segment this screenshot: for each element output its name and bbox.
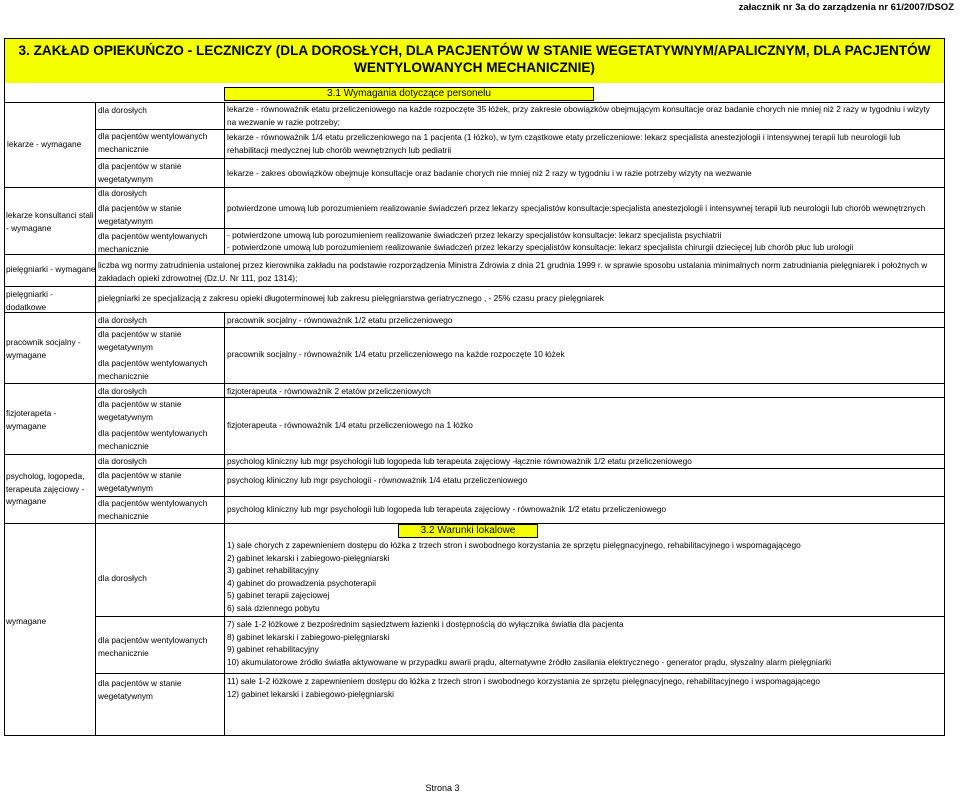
list-item: 9) gabinet rehabilitacyjny [227, 644, 319, 654]
label-physio-required: fizjoterapeta - wymagane [6, 408, 57, 431]
group-adults: dla dorosłych [98, 386, 147, 396]
grid-line [224, 102, 225, 254]
group-vegetative: dla pacjentów w stanie wegetatywnym [98, 470, 182, 493]
section-heading-premises: 3.2 Warunki lokalowe [398, 524, 538, 538]
group-adults: dla dorosłych [98, 188, 147, 198]
requirement-consultants-ventilated-1: - potwierdzone umową lub porozumieniem realizowanie świadczeń przez lekarzy specjalistów konsultacje: lekarz specjalista psychiatrii [227, 230, 722, 240]
requirement-nurses: liczba wg normy zatrudnienia ustalonej przez kierownika zakładu na podstawie rozporządzenia Ministra Zdrowia z dnia 21 grudnia 1999 r. w sprawie sposobu ustalania minimalnych norm zatrudniania pielęgniarek i położnych w zakładach opieki zdrowotnej (Dz.U. Nr 111, poz 1314); [98, 260, 928, 283]
grid-line [95, 496, 944, 497]
requirement-social-worker-adults: pracownik socjalny - równoważnik 1/2 etatu przeliczeniowego [227, 315, 453, 325]
document-title: 3. ZAKŁAD OPIEKUŃCZO - LECZNICZY (DLA DOROSŁYCH, DLA PACJENTÓW W STANIE WEGETATYWNYM/APALICZNYM, DLA PACJENTÓW WENTYLOWANYCH MECHANICZNIE) [5, 39, 944, 83]
requirement-physio-vegetative: fizjoterapeuta - równoważnik 1/4 etatu przeliczeniowego na 1 łóżko [227, 420, 473, 430]
requirement-physio-adults: fizjoterapeuta - równoważnik 2 etatów przeliczeniowych [227, 386, 431, 396]
group-ventilated: dla pacjentów wentylowanych mechanicznie [98, 498, 208, 521]
list-item: 2) gabinet lekarski i zabiegowo-pielęgniarski [227, 552, 390, 563]
group-vegetative: dla pacjentów w stanie wegetatywnym [98, 329, 182, 352]
list-item: 5) gabinet terapii zajęciowej [227, 590, 330, 600]
list-item: 8) gabinet lekarski i zabiegowo-pielęgniarski [227, 631, 390, 642]
grid-line [95, 129, 944, 130]
list-item: 12) gabinet lekarski i zabiegowo-pielęgniarski [227, 688, 394, 699]
grid-line [95, 102, 96, 736]
group-vegetative: dla pacjentów w stanie wegetatywnym [98, 399, 182, 422]
page-number: Strona 3 [425, 783, 460, 793]
grid-line [95, 673, 944, 674]
group-adults: dla dorosłych [98, 456, 147, 466]
list-item: 7) sale 1-2 łóżkowe z bezpośrednim sąsiedztwem łazienki i dostępnością do wyłącznika światła dla pacjenta [227, 619, 624, 629]
label-nurses-required: pielęgniarki - wymagane [6, 264, 96, 274]
requirement-psychologist-vegetative: psycholog kliniczny lub mgr psychologii - równoważnik 1/4 etatu przeliczeniowego [227, 475, 528, 485]
list-item: 4) gabinet do prowadzenia psychoterapii [227, 577, 376, 588]
requirement-psychologist-adults: psycholog kliniczny lub mgr psychologii lub logopeda lub terapeuta zajęciowy -łącznie równoważnik 1/2 etatu przeliczeniowego [227, 456, 692, 466]
group-ventilated: dla pacjentów wentylowanych mechanicznie [98, 635, 208, 658]
requirement-nurses-additional: pielęgniarki ze specjalizacją z zakresu opieki długoterminowej lub zakresu pielęgniarstwa geriatrycznego , - 25% czasu pracy pielęgniarek [98, 293, 604, 303]
grid-line [95, 158, 944, 159]
list-item: 3) gabinet rehabilitacyjny [227, 565, 319, 575]
grid-line [95, 327, 944, 328]
document-reference: załacznik nr 3a do zarządzenia nr 61/2007/DSOZ [738, 2, 954, 13]
group-adults: dla dorosłych [98, 105, 147, 115]
grid-line [5, 383, 944, 384]
list-item: 1) sale chorych z zapewnieniem dostępu do łóżka z trzech stron i swobodnego korzystania ze sprzętu pielęgnacyjnego, rehabilitacyjnego i wspomagającego [227, 540, 801, 550]
grid-line [95, 397, 944, 398]
grid-line [95, 616, 944, 617]
label-psychologist-required: psycholog, logopeda, terapeuta zajęciowy - wymagane [6, 471, 85, 506]
group-adults: dla dorosłych [98, 573, 147, 583]
label-consultants-required: lekarze konsultanci stali - wymagane [6, 210, 94, 233]
group-vegetative: dla pacjentów w stanie wegetatywnym [98, 161, 182, 184]
group-ventilated: dla pacjentów wentylowanych mechanicznie [98, 358, 208, 381]
requirement-psychologist-ventilated: psycholog kliniczny lub mgr psychologii lub logopeda lub terapeuta zajęciowy - równoważnik 1/2 etatu przeliczeniowego [227, 504, 667, 514]
list-item: 11) sale 1-2 łóżkowe z zapewnieniem dostępu do łóżka z trzech stron i swobodnego korzystania ze sprzętu pielęgnacyjnego, rehabilitacyjnego i wspomagającego [227, 676, 820, 686]
group-vegetative: dla pacjentów w stanie wegetatywnym [98, 678, 182, 701]
grid-line [5, 454, 944, 455]
requirement-consultants-adults-vegetative: potwierdzone umową lub porozumieniem realizowanie świadczeń przez lekarzy specjalistów konsultacje:specjalista anestezjologii i intensywnej terapii lub neurologii lub chorób wewnętrznych [227, 203, 926, 213]
group-ventilated: dla pacjentów wentylowanych mechanicznie [98, 131, 208, 154]
grid-line [95, 228, 944, 229]
group-adults: dla dorosłych [98, 315, 147, 325]
label-nurses-additional: pielęgniarki - dodatkowe [6, 289, 54, 312]
requirement-doctors-vegetative: lekarze - zakres obowiązków obejmuje konsultacje oraz badanie chorych nie mniej niż 2 razy w tygodniu i w razie potrzeby wizyty na wezwanie [227, 168, 752, 178]
requirement-doctors-ventilated: lekarze - równoważnik 1/4 etatu przeliczeniowego na 1 pacjenta (1 łóżko), w tym cząstkowe etaty przeliczeniowe: lekarz specjalista anestezjologii i intensywnej terapii lub neurologii lub rehabilitacji medycznej lub chorób wewnętrznych lub pediatrii [227, 132, 901, 155]
grid-line [5, 286, 944, 287]
grid-line [5, 312, 944, 313]
section-heading-personnel: 3.1 Wymagania dotyczące personelu [224, 87, 594, 101]
group-ventilated: dla pacjentów wentylowanych mechanicznie [98, 428, 208, 451]
label-social-worker-required: pracownik socjalny - wymagane [6, 337, 81, 360]
requirement-social-worker-vegetative: pracownik socjalny - równoważnik 1/4 etatu przeliczeniowego na każde rozpoczęte 10 łóżek [227, 349, 565, 359]
requirement-doctors-adults: lekarze - równoważnik etatu przeliczeniowego na każde rozpoczęte 35 łóżek, przy zakresie obowiązków obejmującym konsultacje oraz badanie chorych nie mniej niż 2 razy w tygodniu i wizyty na wezwanie w razie potrzeby; [227, 104, 930, 127]
list-item: 10) akumulatorowe źródło światła aktywowane w przypadku awarii prądu, alternatywne źródło zasilania elektrycznego - generator prądu, słyszalny alarm pielęgniarki [227, 656, 832, 667]
group-ventilated: dla pacjentów wentylowanych mechanicznie [98, 231, 208, 254]
requirement-consultants-ventilated-2: - potwierdzone umową lub porozumieniem realizowanie świadczeń przez lekarzy specjalistów konsultacje: lekarz specjalista chirurgii dziecięcej lub chorób płuc lub urologii [227, 242, 854, 252]
list-item: 6) sala dziennego pobytu [227, 602, 320, 613]
label-premises-required: wymagane [6, 616, 47, 626]
label-doctors-required: lekarze - wymagane [7, 139, 82, 149]
grid-line [95, 468, 944, 469]
group-vegetative: dla pacjentów w stanie wegetatywnym [98, 203, 182, 226]
